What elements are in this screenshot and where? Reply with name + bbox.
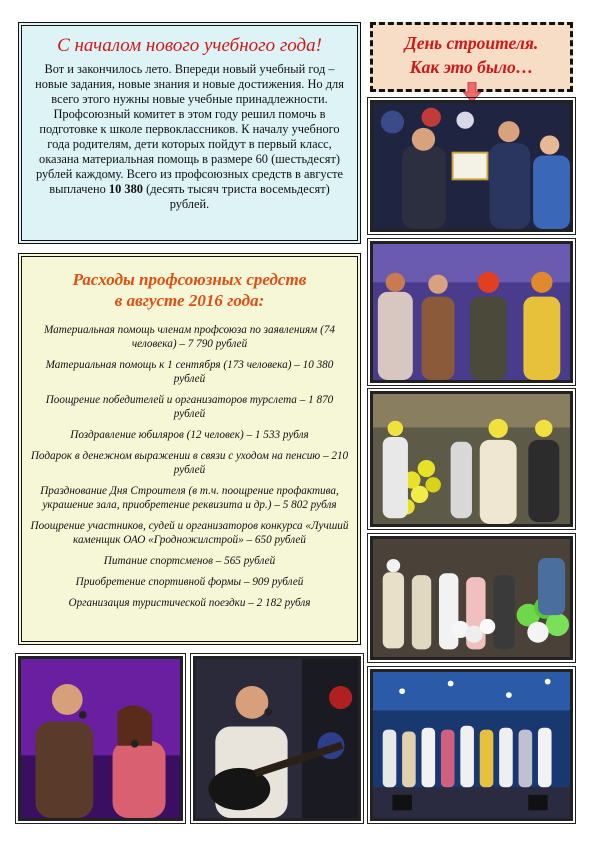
- expense-item: Материальная помощь к 1 сентября (173 человека) – 10 380 рублей: [45, 359, 334, 385]
- builder-day-title-line-2: Как это было…: [409, 57, 534, 77]
- photo-stage-finale: [370, 669, 573, 821]
- intro-section: [18, 22, 361, 244]
- expense-item: Материальная помощь членам профсоюза по заявлениям (74 человека) – 7 790 рублей: [43, 324, 336, 350]
- expense-item: Приобретение спортивной формы – 909 рублей: [75, 576, 304, 588]
- intro-paragraph-2-tail: (десять тысяч триста восемьдесят) рублей.: [142, 182, 330, 211]
- expenses-list: [30, 323, 349, 610]
- expenses-title-line-2: в августе 2016 года:: [114, 291, 265, 310]
- expense-item: Организация туристической поездки – 2 182 рубля: [68, 597, 311, 609]
- photo-stage-performers: [370, 241, 573, 383]
- intro-amount: 10 380: [108, 182, 143, 196]
- expenses-title: [30, 269, 349, 311]
- intro-paragraph-2-text: Профсоюзный комитет в этом году решил помочь в подготовке к школе первоклассников. К началу учебного года родителям, дети которых пойдут в первый класс, оказана материальная помощь в размере 60 (шестьдесят) рублей каждому. Всего из профсоюзных средств в августе выплачено: [35, 107, 344, 196]
- expense-item: Питание спортсменов – 565 рублей: [103, 555, 276, 567]
- photo-award-ceremony: [370, 100, 573, 232]
- expense-item: Подарок в денежном выражении в связи с уходом на пенсию – 210 рублей: [30, 450, 349, 476]
- intro-paragraph-2: [32, 107, 347, 212]
- expense-item: Поощрение победителей и организаторов турслета – 1 870 рублей: [45, 394, 334, 420]
- intro-paragraph-1: Вот и закончилось лето. Впереди новый учебный год – новые задания, новые знания и новые достижения. Но для всего этого нужны новые учебные принадлежности.: [35, 62, 344, 106]
- photo-group-balloons: [370, 536, 573, 660]
- photo-guitarist: [193, 656, 361, 821]
- expense-item: Празднование Дня Строителя (в т.ч. поощрение профактива, украшение зала, приобретение реквизита и др.) – 5 802 рубля: [40, 485, 339, 511]
- intro-title: С началом нового учебного года!: [57, 35, 322, 56]
- photo-singers: [18, 656, 183, 821]
- builder-day-title: [373, 31, 570, 79]
- expenses-section: [18, 253, 361, 645]
- expense-item: Поздравление юбиляров (12 человек) – 1 533 рубля: [70, 429, 309, 441]
- expense-item: Поощрение участников, судей и организаторов конкурса «Лучший каменщик ОАО «Гродножилстрой» – 650 рублей: [30, 520, 349, 546]
- down-arrow-icon: [463, 82, 481, 102]
- photo-workers-balloons: [370, 391, 573, 527]
- builder-day-title-line-1: День строителя.: [404, 33, 539, 53]
- expenses-title-line-1: Расходы профсоюзных средств: [72, 270, 307, 289]
